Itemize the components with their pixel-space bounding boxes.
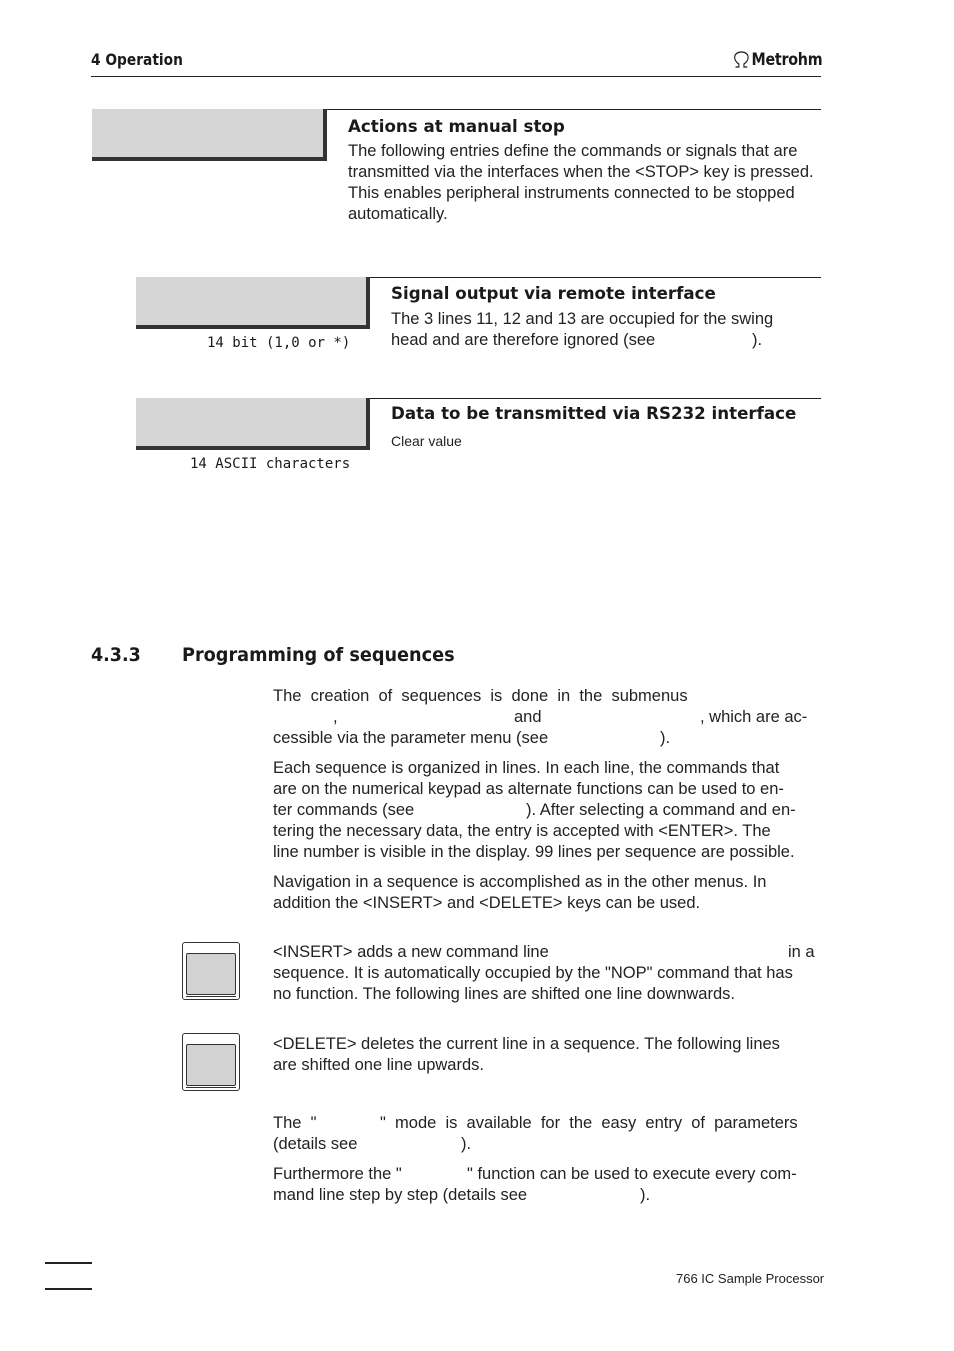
block-description-line: The 3 lines 11, 12 and 13 are occupied for the swing <box>391 310 774 328</box>
display-box-manual-stop <box>92 109 327 161</box>
paragraph-line: ). <box>640 1186 651 1204</box>
footer-product-name: 766 IC Sample Processor <box>676 1271 825 1286</box>
paragraph-line: Furthermore the " <box>273 1165 402 1183</box>
heading-rule <box>327 109 821 110</box>
heading-rule <box>370 398 821 399</box>
paragraph-line: Navigation in a sequence is accomplished as in the other menus. In <box>273 873 767 891</box>
running-header-section: 4 Operation <box>91 50 183 69</box>
block-heading: Actions at manual stop <box>348 117 565 137</box>
paragraph-line: no function. The following lines are shifted one line downwards. <box>273 985 735 1003</box>
heading-rule <box>370 277 821 278</box>
paragraph-line: tering the necessary data, the entry is accepted with <ENTER>. The <box>273 822 771 840</box>
paragraph-line: sequence. It is automatically occupied by the "NOP" command that has <box>273 964 793 982</box>
paragraph-line: ). <box>660 729 671 747</box>
paragraph-line: , which are ac- <box>700 708 808 726</box>
paragraph-line: Each sequence is organized in lines. In each line, the commands that <box>273 759 780 777</box>
paragraph-line: The creation of sequences is done in the submenus <box>273 687 688 705</box>
display-box-rs232-data <box>136 398 370 450</box>
paragraph-line: <INSERT> adds a new command line <box>273 943 549 961</box>
section-title: Programming of sequences <box>182 644 455 666</box>
entry-format: 14 ASCII characters <box>190 456 351 472</box>
block-description-line-end: ). <box>752 331 763 349</box>
insert-key-icon <box>182 942 240 1000</box>
block-heading: Data to be transmitted via RS232 interface <box>391 404 797 424</box>
header-rule <box>91 76 821 77</box>
paragraph-line: ter commands (see <box>273 801 415 819</box>
metrohm-logo <box>733 50 822 70</box>
logo-wordmark: Metrohm <box>751 50 823 70</box>
paragraph-line: , <box>333 708 338 726</box>
block-heading: Signal output via remote interface <box>391 284 716 304</box>
paragraph-line: " mode is available for the easy entry of parameters <box>380 1114 798 1132</box>
omega-icon <box>733 51 750 69</box>
entry-format: 14 bit (1,0 or *) <box>207 335 351 351</box>
block-description-line: head and are therefore ignored (see <box>391 331 656 349</box>
block-description: The following entries define the commands or signals that are transmitted via the interfaces when the <STOP> key is pressed. This enables peripheral instruments connected to be stopped automatically. <box>348 142 814 223</box>
paragraph-line: are on the numerical keypad as alternate functions can be used to en- <box>273 780 784 798</box>
paragraph-line: are shifted one line upwards. <box>273 1056 484 1074</box>
paragraph-line: in a <box>788 943 815 961</box>
paragraph-line: ). After selecting a command and en- <box>526 801 796 819</box>
display-box-remote-signal <box>136 277 370 329</box>
paragraph-line: <DELETE> deletes the current line in a sequence. The following lines <box>273 1035 780 1053</box>
block-note: Clear value <box>391 433 462 449</box>
paragraph-line: The " <box>273 1114 317 1132</box>
footer-rule <box>45 1288 92 1290</box>
paragraph-line: (details see <box>273 1135 358 1153</box>
paragraph-line: and <box>514 708 542 726</box>
footer-rule <box>45 1262 92 1264</box>
section-number: 4.3.3 <box>91 644 141 666</box>
paragraph-line: line number is visible in the display. 99 lines per sequence are possible. <box>273 843 795 861</box>
paragraph-line: ). <box>461 1135 472 1153</box>
delete-key-icon <box>182 1033 240 1091</box>
paragraph-line: mand line step by step (details see <box>273 1186 528 1204</box>
paragraph-line: " function can be used to execute every com- <box>467 1165 797 1183</box>
paragraph-line: addition the <INSERT> and <DELETE> keys can be used. <box>273 894 701 912</box>
paragraph-line: cessible via the parameter menu (see <box>273 729 549 747</box>
